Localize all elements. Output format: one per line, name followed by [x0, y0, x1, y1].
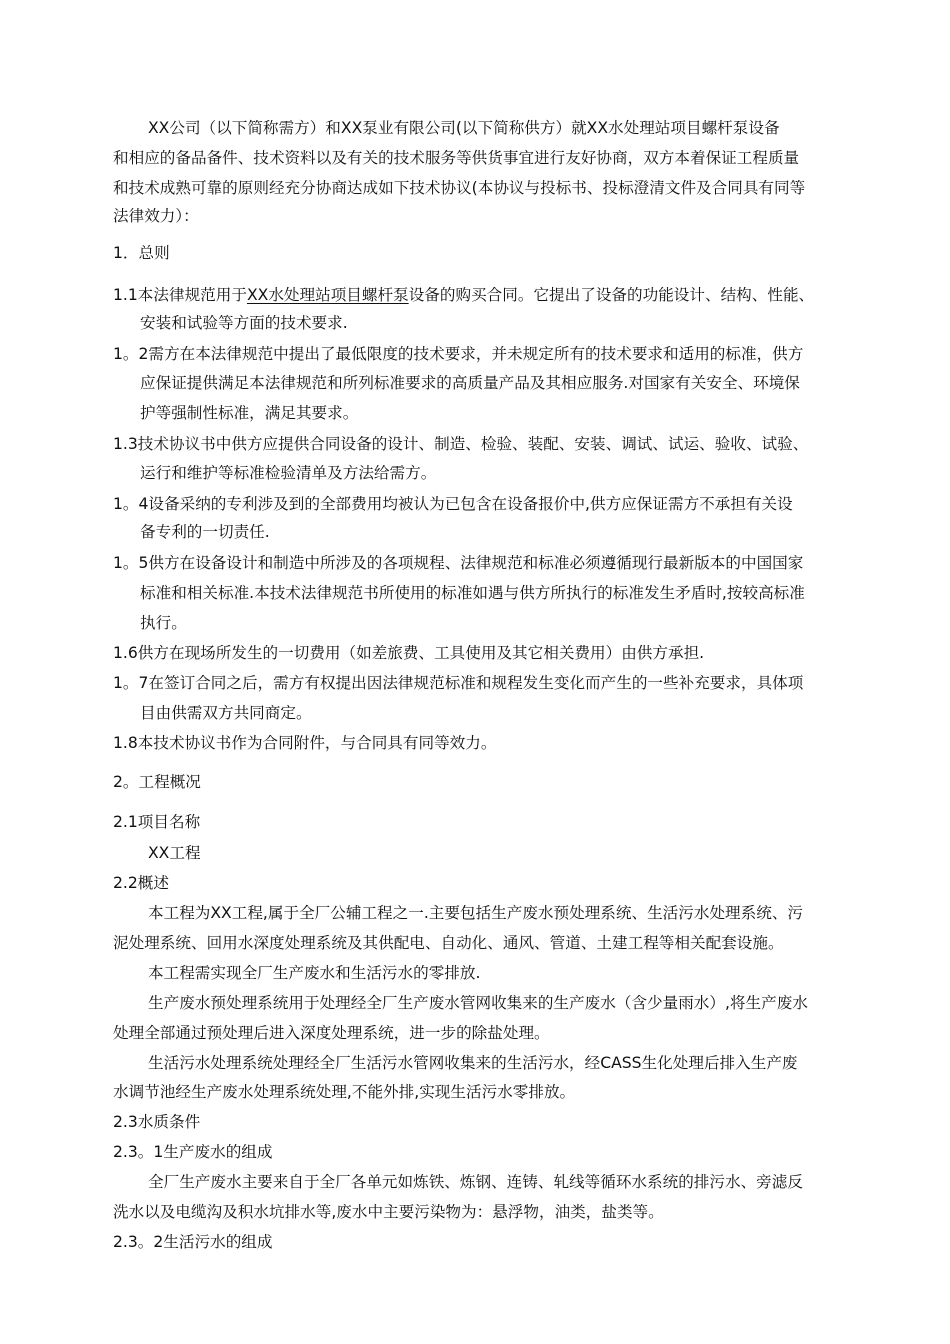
subsection-2-2: 2.2概述	[113, 874, 169, 892]
item-1-1-line-1	[113, 285, 814, 305]
item-1-3-line-2: 运行和维护等标准检验清单及方法给需方。	[140, 464, 437, 482]
item-1-4-line-1: 1。4设备采纳的专利涉及到的全部费用均被认为已包含在设备报价中,供方应保证需方不承担有关设	[113, 495, 793, 513]
subsection-2-3: 2.3水质条件	[113, 1113, 201, 1131]
wastewater-p-line-2: 洗水以及电缆沟及积水坑排水等,废水中主要污染物为：悬浮物，油类，盐类等。	[113, 1203, 664, 1221]
item-1-8-line-1: 1.8本技术协议书作为合同附件，与合同具有同等效力。	[113, 734, 497, 752]
overview-p4-line-2: 水调节池经生产废水处理系统处理,不能外排,实现生活污水零排放。	[113, 1083, 576, 1101]
item-1-7-line-1: 1。7在签订合同之后，需方有权提出因法律规范标准和规程发生变化而产生的一些补充要求，具体项	[113, 674, 804, 692]
overview-p4-line-1: 生活污水处理系统处理经全厂生活污水管网收集来的生活污水，经CASS生化处理后排入生产废	[148, 1054, 798, 1072]
item-1-1-prefix: 1.1本法律规范用于	[113, 286, 247, 304]
overview-p3-line-2: 处理全部通过预处理后进入深度处理系统，进一步的除盐处理。	[113, 1024, 550, 1042]
section-1-heading: 1．总则	[113, 244, 170, 262]
intro-line-1: XX公司（以下简称需方）和XX泵业有限公司(以下简称供方）就XX水处理站项目螺杆泵设备	[148, 119, 780, 137]
subsection-2-3-2: 2.3。2生活污水的组成	[113, 1233, 273, 1251]
item-1-2-line-2: 应保证提供满足本法律规范和所列标准要求的高质量产品及其相应服务.对国家有关安全、环境保	[140, 374, 800, 392]
overview-p1-line-2: 泥处理系统、回用水深度处理系统及其供配电、自动化、通风、管道、土建工程等相关配套设施。	[113, 934, 784, 952]
overview-p3-line-1: 生产废水预处理系统用于处理经全厂生产废水管网收集来的生产废水（含少量雨水）,将生产废水	[148, 994, 808, 1012]
intro-line-4: 法律效力）：	[113, 207, 199, 225]
item-1-2-line-1: 1。2需方在本法律规范中提出了最低限度的技术要求，并未规定所有的技术要求和适用的标准，供方	[113, 345, 804, 363]
item-1-3-line-1: 1.3技术协议书中供方应提供合同设备的设计、制造、检验、装配、安装、调试、试运、验收、试验、	[113, 435, 809, 453]
item-1-1-suffix: 设备的购买合同。它提出了设备的功能设计、结构、性能、	[408, 286, 815, 304]
item-1-6-line-1: 1.6供方在现场所发生的一切费用（如差旅费、工具使用及其它相关费用）由供方承担.	[113, 644, 705, 662]
item-1-1-line-2: 安装和试验等方面的技术要求.	[140, 314, 348, 332]
item-1-2-line-3: 护等强制性标准，满足其要求。	[140, 404, 359, 422]
overview-p1-line-1: 本工程为XX工程,属于全厂公辅工程之一.主要包括生产废水预处理系统、生活污水处理系统、污	[148, 904, 804, 922]
subsection-2-1: 2.1项目名称	[113, 813, 201, 831]
item-1-7-line-2: 目由供需双方共同商定。	[140, 704, 312, 722]
intro-line-2: 和相应的备品备件、技术资料以及有关的技术服务等供货事宜进行友好协商，双方本着保证工程质量	[113, 149, 800, 167]
subsection-2-3-1: 2.3。1生产废水的组成	[113, 1143, 273, 1161]
item-1-5-line-2: 标准和相关标准.本技术法律规范书所使用的标准如遇与供方所执行的标准发生矛盾时,按较高标准	[140, 584, 805, 602]
item-1-4-line-2: 备专利的一切责任.	[140, 523, 270, 541]
intro-line-3: 和技术成熟可靠的原则经充分协商达成如下技术协议(本协议与投标书、投标澄清文件及合同具有同等	[113, 179, 806, 197]
project-name-value: XX工程	[148, 844, 201, 862]
item-1-5-line-3: 执行。	[140, 614, 187, 632]
project-name-underlined: XX水处理站项目螺杆泵	[246, 286, 409, 304]
wastewater-p-line-1: 全厂生产废水主要来自于全厂各单元如炼铁、炼钢、连铸、轧线等循环水系统的排污水、旁滤反	[148, 1173, 803, 1191]
overview-p2-line-1: 本工程需实现全厂生产废水和生活污水的零排放.	[148, 964, 481, 982]
section-2-heading: 2。工程概况	[113, 773, 201, 791]
item-1-5-line-1: 1。5供方在设备设计和制造中所涉及的各项规程、法律规范和标准必须遵循现行最新版本的中国国家	[113, 554, 804, 572]
